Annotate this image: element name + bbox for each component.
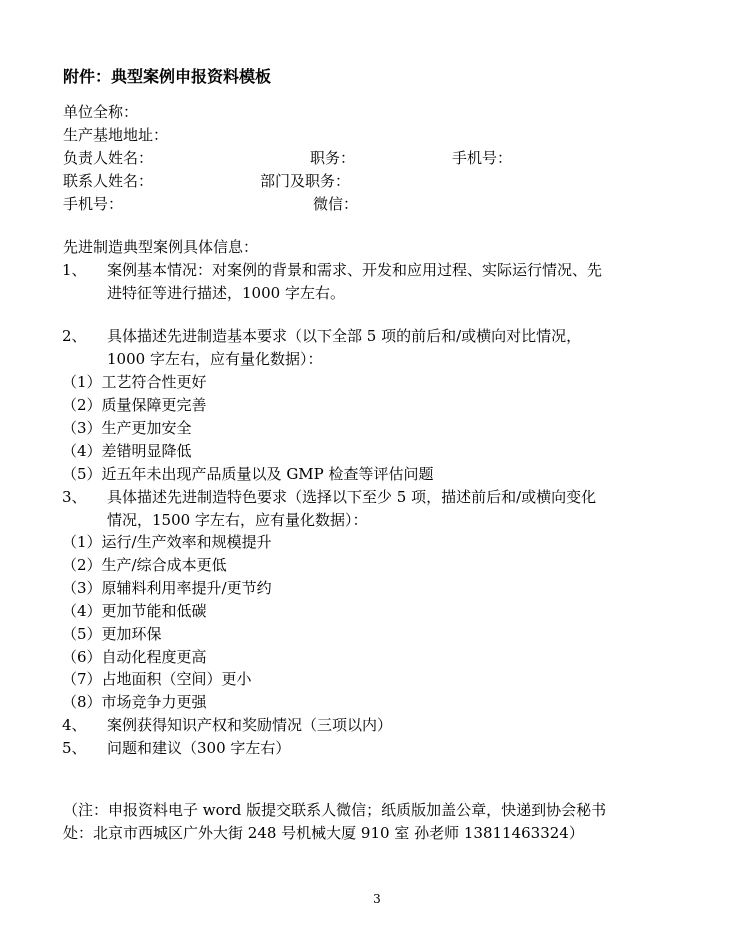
item-text: 问题和建议（300 字左右） bbox=[107, 739, 291, 757]
item-text: 进特征等进行描述，1000 字左右。 bbox=[107, 284, 345, 302]
item-number: 5、 bbox=[62, 739, 87, 757]
page-title: 附件：典型案例申报资料模板 bbox=[63, 67, 272, 86]
wechat-label: 微信： bbox=[313, 195, 359, 213]
sub-item: （3）生产更加安全 bbox=[62, 419, 192, 437]
section-title: 先进制造典型案例具体信息： bbox=[63, 238, 259, 256]
item-text: 情况，1500 字左右，应有量化数据）： bbox=[107, 511, 368, 529]
sub-item: （2）质量保障更完善 bbox=[62, 396, 207, 414]
sub-item: （3）原辅料利用率提升/更节约 bbox=[62, 579, 272, 597]
page-number: 3 bbox=[373, 892, 381, 906]
sub-item: （1）工艺符合性更好 bbox=[62, 373, 207, 391]
leader-name-label: 负责人姓名： bbox=[63, 149, 154, 167]
dept-position-label: 部门及职务： bbox=[260, 172, 351, 190]
sub-item: （2）生产/综合成本更低 bbox=[62, 556, 227, 574]
phone-label: 手机号： bbox=[452, 149, 513, 167]
note-text: 处：北京市西城区广外大街 248 号机械大厦 910 室 孙老师 13811463324） bbox=[63, 824, 584, 842]
sub-item: （7）占地面积（空间）更小 bbox=[62, 670, 252, 688]
sub-item: （8）市场竞争力更强 bbox=[62, 693, 207, 711]
sub-item: （5）近五年未出现产品质量以及 GMP 检查等评估问题 bbox=[62, 465, 434, 483]
sub-item: （4）差错明显降低 bbox=[62, 442, 192, 460]
base-address-label: 生产基地地址： bbox=[63, 126, 169, 144]
sub-item: （1）运行/生产效率和规模提升 bbox=[62, 533, 272, 551]
contact-name-label: 联系人姓名： bbox=[63, 172, 154, 190]
item-text: 案例基本情况：对案例的背景和需求、开发和应用过程、实际运行情况、先 bbox=[107, 261, 603, 279]
sub-item: （4）更加节能和低碳 bbox=[62, 602, 207, 620]
item-number: 1、 bbox=[62, 261, 87, 279]
unit-name-label: 单位全称： bbox=[63, 103, 139, 121]
item-text: 具体描述先进制造特色要求（选择以下至少 5 项，描述前后和/或横向变化 bbox=[107, 488, 597, 506]
sub-item: （6）自动化程度更高 bbox=[62, 648, 207, 666]
item-number: 2、 bbox=[62, 327, 87, 345]
item-text: 具体描述先进制造基本要求（以下全部 5 项的前后和/或横向对比情况， bbox=[107, 327, 582, 345]
item-number: 4、 bbox=[62, 716, 87, 734]
item-text: 1000 字左右，应有量化数据）： bbox=[107, 350, 323, 368]
contact-phone-label: 手机号： bbox=[63, 195, 124, 213]
note-text: （注：申报资料电子 word 版提交联系人微信；纸质版加盖公章，快递到协会秘书 bbox=[63, 801, 607, 819]
sub-item: （5）更加环保 bbox=[62, 625, 162, 643]
item-text: 案例获得知识产权和奖励情况（三项以内） bbox=[107, 716, 393, 734]
position-label: 职务： bbox=[310, 149, 356, 167]
item-number: 3、 bbox=[62, 488, 87, 506]
